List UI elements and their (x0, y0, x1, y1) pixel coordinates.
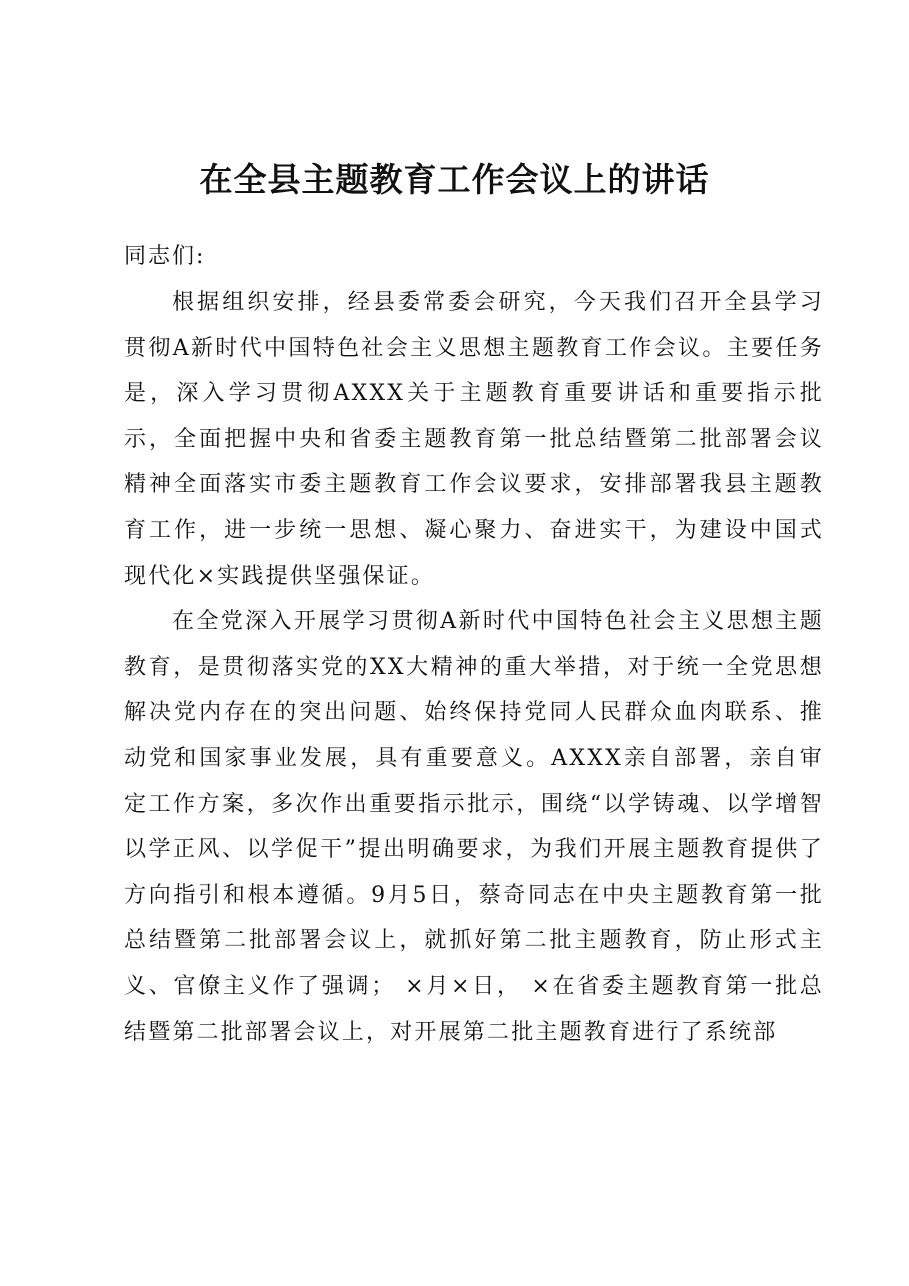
paragraph-1: 根据组织安排，经县委常委会研究，今天我们召开全县学习贯彻A新时代中国特色社会主义思想主题教育工作会议。主要任务是，深入学习贯彻AXXX关于主题教育重要讲话和重要指示批示，全面把握中央和省委主题教育第一批总结暨第二批部署会议精神全面落实市委主题教育工作会议要求，安排部署我县主题教育工作，进一步统一思想、凝心聚力、奋进实干，为建设中国式现代化×实践提供坚强保证。 (124, 290, 824, 589)
document-title: 在全县主题教育工作会议上的讲话 (199, 160, 710, 199)
document-body (124, 280, 824, 1055)
salutation: 同志们: (124, 244, 206, 269)
paragraph-2: 在全党深入开展学习贯彻A新时代中国特色社会主义思想主题教育，是贯彻落实党的XX大精神的重大举措，对于统一全党思想解决党内存在的突出问题、始终保持党同人民群众血肉联系、推动党和国家事业发展，具有重要意义。AXXX亲自部署，亲自审定工作方案，多次作出重要指示批示，围绕“以学铸魂、以学增智以学正风、以学促干”提出明确要求，为我们开展主题教育提供了方向指引和根本遵循。9月5日，蔡奇同志在中央主题教育第一批总结暨第二批部署会议上，就抓好第二批主题教育，防止形式主义、官僚主义作了强调； ×月×日， ×在省委主题教育第一批总结暨第二批部署会议上，对开展第二批主题教育进行了系统部 (124, 609, 824, 1045)
